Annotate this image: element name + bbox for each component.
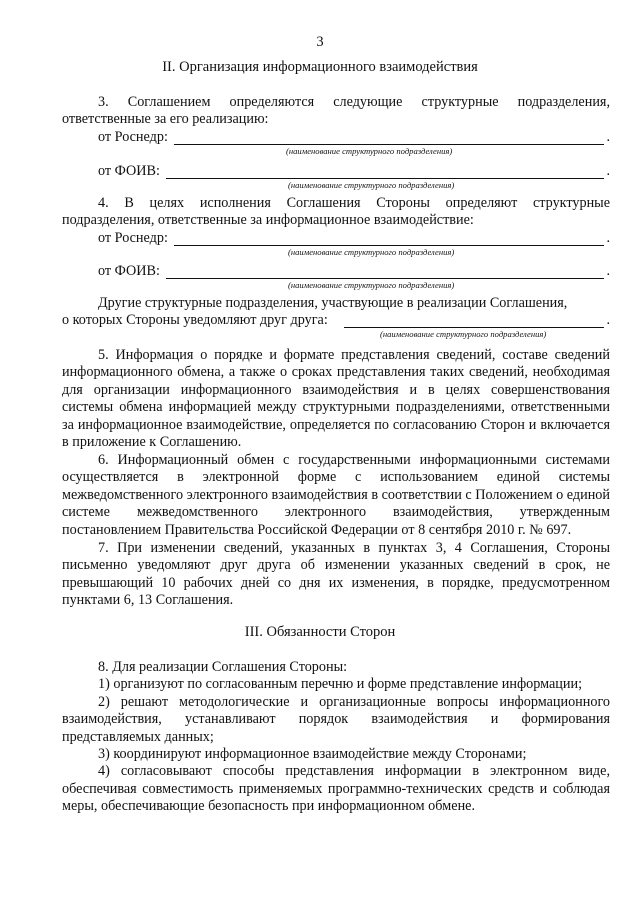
p4-rosnedr-fill: от Роснедр: . (наименование структурного подразделения) <box>98 230 610 257</box>
list-item: 2) решают методологические и организационные вопросы информационного взаимодействия, устанавливают порядок взаимодействия и формирования представляемых данных; <box>62 693 610 745</box>
p3-foiv-fill: от ФОИВ: . (наименование структурного подразделения) <box>98 163 610 190</box>
p4-foiv-fill: от ФОИВ: . (наименование структурного подразделения) <box>98 263 610 290</box>
page-number: 3 <box>316 34 324 50</box>
p3-rosnedr-label: от Роснедр: <box>98 129 168 145</box>
p3-rosnedr-fill: от Роснедр: . (наименование структурного подразделения) <box>98 129 610 156</box>
list-item: 4) согласовывают способы представления информации в электронном виде, обеспечивая совместимость применяемых программно-технических средств и соблюдая меры, обеспечивающие безопасность при информационном обмене. <box>62 763 610 815</box>
other-subdivisions-fill: о которых Стороны уведомляют друг друга: . (наименование структурного подразделения) <box>62 312 610 339</box>
p3-rosnedr-line <box>174 144 604 145</box>
p3-foiv-caption: (наименование структурного подразделения) <box>288 180 455 190</box>
p3-foiv-label: от ФОИВ: <box>98 163 160 179</box>
paragraph-4-text: 4. В целях исполнения Соглашения Стороны определяют структурные подразделения, ответственные за информационное взаимодействие: <box>62 195 610 229</box>
p4-foiv-caption: (наименование структурного подразделения) <box>288 280 455 290</box>
paragraph-5 <box>62 347 610 451</box>
paragraph-6-text: 6. Информационный обмен с государственными информационными системами осуществляется в электронной форме с использованием единой системы межведомственного электронного взаимодействия в соответствии с Положением о единой системе межведомственного электронного взаимодействия, утвержденным постановлением Правительства Российской Федерации от 8 сентября 2010 г. № 697. <box>62 452 610 538</box>
p4-foiv-line <box>166 278 604 279</box>
list-item: 1) организуют по согласованным перечню и форме представление информации; <box>98 676 583 693</box>
p4-rosnedr-caption: (наименование структурного подразделения) <box>288 247 455 257</box>
list-item: 3) координируют информационное взаимодействие между Сторонами; <box>98 746 527 763</box>
p3-foiv-line <box>166 178 604 179</box>
p3-rosnedr-caption: (наименование структурного подразделения) <box>286 146 453 156</box>
p4-rosnedr-label: от Роснедр: <box>98 230 168 246</box>
paragraph-7-text: 7. При изменении сведений, указанных в пунктах 3, 4 Соглашения, Стороны письменно уведомляют друг друга об изменении указанных сведений в срок, не превышающий 10 рабочих дней со дня их изменения, в порядке, предусмотренном пунктами 6, 13 Соглашения. <box>62 540 610 609</box>
paragraph-8-text: 8. Для реализации Соглашения Стороны: <box>98 659 348 675</box>
p4-foiv-label: от ФОИВ: <box>98 263 160 279</box>
paragraph-6 <box>62 452 610 539</box>
section-2-heading: II. Организация информационного взаимодействия <box>162 59 478 75</box>
other-subdivisions-line1 <box>62 295 610 312</box>
paragraph-7 <box>62 540 610 610</box>
other-subdivisions-text: Другие структурные подразделения, участвующие в реализации Соглашения, <box>98 295 568 311</box>
paragraph-4 <box>62 195 610 230</box>
paragraph-8 <box>62 659 610 816</box>
section-3-heading: III. Обязанности Сторон <box>244 624 396 640</box>
other-subdivisions-caption: (наименование структурного подразделения) <box>380 329 547 339</box>
paragraph-3-text: 3. Соглашением определяются следующие структурные подразделения, ответственные за его реализацию: <box>62 94 610 128</box>
paragraph-5-text: 5. Информация о порядке и формате представления сведений, составе сведений информационного обмена, а также о сроках представления таких сведений, необходимая для организации информационного взаимодействия и в целях совершенствования системы обмена информацией между структурными подразделениями, ответственными за информационное взаимодействие, определяется по согласованию Сторон и включается в приложение к Соглашению. <box>62 347 610 451</box>
other-subdivisions-label: о которых Стороны уведомляют друг друга: <box>62 312 328 328</box>
other-subdivisions-line <box>344 327 604 328</box>
p4-rosnedr-line <box>174 245 604 246</box>
paragraph-3 <box>62 94 610 129</box>
